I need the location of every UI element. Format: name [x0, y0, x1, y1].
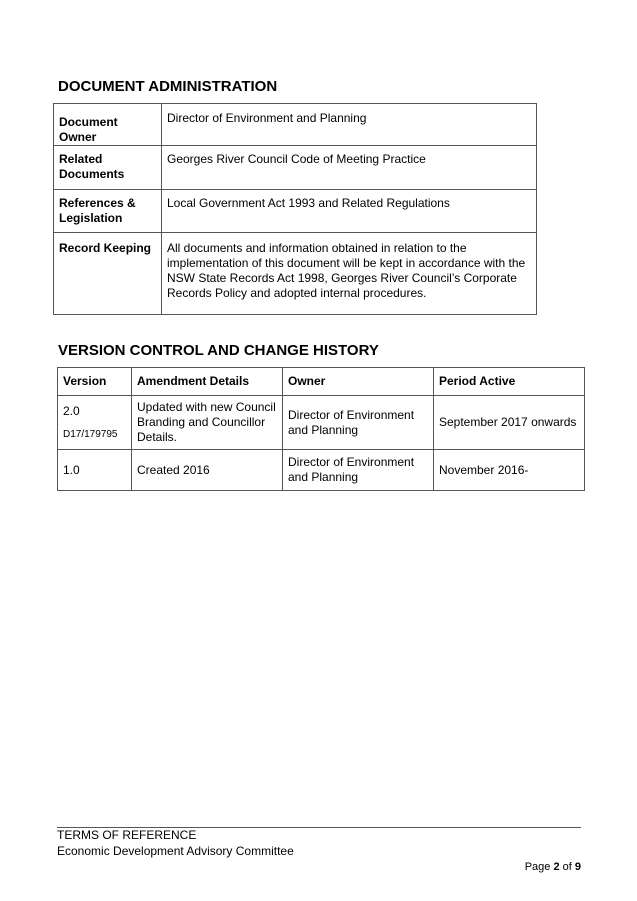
row-label: Record Keeping [54, 233, 162, 315]
page-number [525, 861, 581, 873]
table-row [54, 190, 537, 233]
owner-cell: Director of Environment and Planning [283, 450, 434, 491]
admin-heading: DOCUMENT ADMINISTRATION [58, 78, 278, 95]
version-number: 2.0 [63, 403, 80, 418]
period-cell: September 2017 onwards [434, 396, 585, 450]
column-header: Version [58, 368, 132, 396]
version-cell [58, 450, 132, 491]
table-row [54, 104, 537, 146]
row-value: Georges River Council Code of Meeting Practice [162, 146, 537, 190]
page-current: 2 [553, 861, 560, 873]
details-cell: Created 2016 [132, 450, 283, 491]
version-control-heading: VERSION CONTROL AND CHANGE HISTORY [58, 342, 379, 359]
row-label: Document Owner [54, 104, 162, 146]
details-cell: Updated with new Council Branding and Councillor Details. [132, 396, 283, 450]
document-administration-table [53, 103, 537, 315]
owner-cell: Director of Environment and Planning [283, 396, 434, 450]
row-label: References & Legislation [54, 190, 162, 233]
period-cell: November 2016- [434, 450, 585, 491]
table-row [54, 146, 537, 190]
table-row [58, 450, 585, 491]
column-header: Owner [283, 368, 434, 396]
row-value: All documents and information obtained in relation to the implementation of this document will be kept in accordance with the NSW State Records Act 1998, Georges River Council’s Corporate Records Policy and adopted internal procedures. [162, 233, 537, 315]
table-row [58, 396, 585, 450]
table-header-row [58, 368, 585, 396]
row-label: Related Documents [54, 146, 162, 190]
table-row [54, 233, 537, 315]
page-of: of [559, 861, 575, 873]
version-number: 1.0 [63, 462, 80, 477]
row-value: Local Government Act 1993 and Related Regulations [162, 190, 537, 233]
page-total: 9 [574, 861, 581, 873]
page-prefix: Page [524, 861, 554, 873]
footer-title: TERMS OF REFERENCE [57, 828, 197, 842]
column-header: Period Active [434, 368, 585, 396]
row-value: Director of Environment and Planning [162, 104, 537, 146]
column-header: Amendment Details [132, 368, 283, 396]
version-cell [58, 396, 132, 450]
version-control-table [57, 367, 585, 491]
footer-subtitle: Economic Development Advisory Committee [57, 844, 294, 858]
document-reference: D17/179795 [63, 428, 118, 440]
